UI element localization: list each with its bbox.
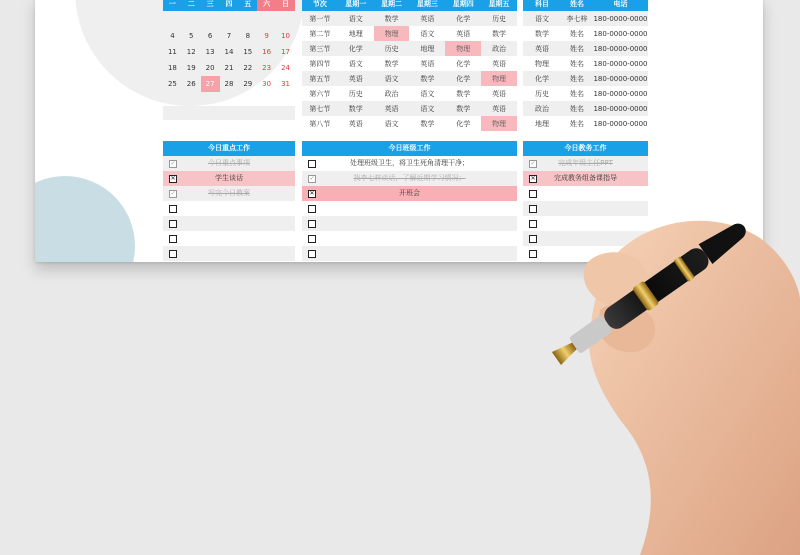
contact-phone[interactable]: 180-0000-0000 bbox=[593, 41, 648, 56]
timetable-cell[interactable]: 数学 bbox=[338, 101, 374, 116]
contacts-header: 科目 bbox=[523, 0, 561, 11]
calendar-day[interactable]: 24 bbox=[281, 64, 290, 72]
calendar-day[interactable]: 12 bbox=[186, 48, 196, 56]
contact-subject: 地理 bbox=[535, 119, 549, 128]
calendar-day[interactable]: 20 bbox=[205, 64, 215, 72]
contact-name[interactable]: 姓名 bbox=[570, 29, 584, 38]
contact-name[interactable]: 姓名 bbox=[561, 101, 593, 116]
calendar-day[interactable] bbox=[238, 11, 257, 28]
timetable-cell[interactable]: 语文 bbox=[409, 101, 445, 116]
calendar-day[interactable] bbox=[220, 11, 239, 28]
checkbox-icon[interactable] bbox=[308, 220, 316, 228]
contact-phone[interactable]: 180-0000-0000 bbox=[593, 11, 648, 26]
calendar-day[interactable] bbox=[257, 11, 276, 28]
checkbox-icon[interactable] bbox=[529, 190, 537, 198]
checkbox-icon[interactable] bbox=[169, 205, 177, 213]
period-label: 第五节 bbox=[302, 71, 338, 86]
task-row[interactable] bbox=[302, 156, 517, 171]
contact-subject: 英语 bbox=[523, 41, 561, 56]
period-label: 第七节 bbox=[302, 101, 338, 116]
calendar-day[interactable]: 7 bbox=[226, 32, 232, 40]
calendar-day[interactable]: 19 bbox=[186, 64, 196, 72]
task-text: 学生谈话 bbox=[215, 174, 243, 182]
period-label: 第二节 bbox=[309, 29, 331, 38]
timetable-cell[interactable]: 化学 bbox=[445, 71, 481, 86]
calendar-day[interactable] bbox=[201, 11, 220, 28]
contact-phone[interactable]: 180-0000-0000 bbox=[593, 89, 648, 98]
class-work-title: 今日班级工作 bbox=[302, 141, 517, 156]
timetable-cell[interactable]: 历史 bbox=[481, 11, 517, 26]
calendar-day[interactable]: 17 bbox=[281, 48, 290, 56]
timetable-cell[interactable]: 数学 bbox=[374, 11, 410, 26]
calendar-day[interactable]: 5 bbox=[189, 32, 194, 40]
weekday-header: 二 bbox=[182, 0, 201, 11]
timetable-cell[interactable]: 历史 bbox=[374, 41, 410, 56]
checkbox-icon[interactable] bbox=[529, 235, 537, 243]
task-row[interactable] bbox=[163, 156, 295, 171]
calendar-day[interactable]: 14 bbox=[224, 48, 234, 56]
timetable-cell[interactable]: 英语 bbox=[492, 59, 507, 68]
timetable-cell[interactable]: 政治 bbox=[481, 41, 517, 56]
task-text: 找李七梓谈话，了解近期学习情况； bbox=[353, 174, 466, 182]
contact-phone[interactable]: 180-0000-0000 bbox=[593, 59, 648, 68]
checkbox-icon[interactable] bbox=[529, 250, 537, 258]
contact-name[interactable]: 姓名 bbox=[570, 119, 584, 128]
timetable-cell[interactable]: 化学 bbox=[456, 59, 471, 68]
calendar-day[interactable]: 18 bbox=[167, 64, 177, 72]
calendar-day[interactable]: 10 bbox=[281, 32, 290, 40]
timetable-cell-highlight[interactable]: 物理 bbox=[374, 26, 410, 41]
timetable-cell[interactable]: 英语 bbox=[374, 101, 410, 116]
contacts-panel bbox=[523, 0, 648, 131]
timetable-cell-highlight[interactable]: 物理 bbox=[445, 41, 481, 56]
task-row[interactable] bbox=[523, 171, 648, 186]
calendar-day[interactable]: 22 bbox=[243, 64, 253, 72]
task-row[interactable] bbox=[523, 156, 648, 171]
hand-shape bbox=[589, 221, 800, 555]
timetable-cell[interactable]: 英语 bbox=[456, 29, 471, 38]
task-row[interactable] bbox=[163, 231, 295, 246]
contact-subject: 语文 bbox=[523, 11, 561, 26]
contact-phone[interactable]: 180-0000-0000 bbox=[593, 101, 648, 116]
checkbox-icon[interactable] bbox=[169, 220, 177, 228]
task-text: 开班会 bbox=[399, 189, 420, 197]
timetable-cell[interactable]: 数学 bbox=[492, 29, 507, 38]
timetable-cell[interactable]: 语文 bbox=[420, 29, 435, 38]
task-row[interactable] bbox=[163, 246, 295, 261]
weekday-header: 一 bbox=[163, 0, 182, 11]
period-label: 第八节 bbox=[309, 119, 331, 128]
task-row[interactable] bbox=[523, 201, 648, 216]
calendar-day[interactable]: 26 bbox=[186, 80, 196, 88]
timetable-cell[interactable]: 化学 bbox=[456, 119, 471, 128]
key-work-title: 今日重点工作 bbox=[163, 141, 295, 156]
calendar-day[interactable]: 6 bbox=[207, 32, 213, 40]
timetable-header: 星期四 bbox=[445, 0, 481, 11]
contact-name[interactable]: 李七梓 bbox=[561, 11, 593, 26]
contact-phone[interactable]: 180-0000-0000 bbox=[593, 29, 648, 38]
timetable-cell[interactable]: 历史 bbox=[348, 89, 363, 98]
contacts-header: 姓名 bbox=[561, 0, 593, 11]
timetable-cell[interactable]: 语文 bbox=[384, 119, 399, 128]
timetable-cell[interactable]: 英语 bbox=[481, 101, 517, 116]
timetable-cell[interactable]: 英语 bbox=[338, 71, 374, 86]
contact-subject: 化学 bbox=[523, 71, 561, 86]
calendar-day[interactable]: 8 bbox=[245, 32, 251, 40]
calendar-day[interactable]: 13 bbox=[205, 48, 215, 56]
timetable-table bbox=[302, 0, 517, 131]
calendar-day[interactable]: 21 bbox=[224, 64, 234, 72]
period-label: 第三节 bbox=[302, 41, 338, 56]
timetable-cell-highlight[interactable]: 物理 bbox=[481, 71, 517, 86]
contact-phone[interactable]: 180-0000-0000 bbox=[593, 71, 648, 86]
contact-name[interactable]: 姓名 bbox=[570, 59, 584, 68]
contacts-header: 电话 bbox=[593, 0, 648, 11]
contact-name[interactable]: 姓名 bbox=[561, 71, 593, 86]
task-row[interactable] bbox=[302, 201, 517, 216]
checkbox-icon[interactable] bbox=[308, 235, 316, 243]
class-work-panel bbox=[302, 141, 517, 261]
teaching-work-title: 今日教务工作 bbox=[523, 141, 648, 156]
crossed-checkbox-icon[interactable]: ✕ bbox=[530, 175, 536, 182]
teaching-work-panel bbox=[523, 141, 648, 261]
timetable-cell[interactable]: 英语 bbox=[420, 59, 435, 68]
contact-subject: 政治 bbox=[523, 101, 561, 116]
contact-name[interactable]: 姓名 bbox=[570, 89, 584, 98]
timetable-header: 星期五 bbox=[481, 0, 517, 11]
checkbox-icon[interactable] bbox=[529, 205, 537, 213]
timetable-cell[interactable]: 数学 bbox=[445, 101, 481, 116]
task-row[interactable] bbox=[302, 246, 517, 261]
calendar-day[interactable]: 23 bbox=[262, 64, 272, 72]
task-text: 今日重点事项 bbox=[208, 159, 250, 167]
checked-checkbox-icon[interactable]: ✓ bbox=[530, 160, 536, 167]
timetable-cell[interactable]: 英语 bbox=[348, 119, 363, 128]
task-row[interactable] bbox=[302, 171, 517, 186]
calendar-panel bbox=[163, 0, 295, 120]
task-text: 完成教务组备课指导 bbox=[554, 174, 617, 182]
contact-subject: 物理 bbox=[535, 59, 549, 68]
calendar-day[interactable]: 11 bbox=[167, 48, 177, 56]
timetable-cell[interactable]: 语文 bbox=[420, 89, 435, 98]
timetable-cell[interactable]: 数学 bbox=[456, 89, 471, 98]
contacts-table bbox=[523, 0, 648, 131]
calendar-day[interactable]: 30 bbox=[262, 80, 272, 88]
task-row[interactable] bbox=[523, 216, 648, 231]
contact-subject: 历史 bbox=[535, 89, 549, 98]
checked-checkbox-icon[interactable]: ✓ bbox=[170, 190, 176, 197]
task-row[interactable] bbox=[302, 186, 517, 201]
timetable-cell[interactable]: 英语 bbox=[409, 11, 445, 26]
timetable-cell[interactable]: 化学 bbox=[445, 11, 481, 26]
checkbox-icon[interactable] bbox=[308, 250, 316, 258]
task-row[interactable] bbox=[163, 216, 295, 231]
contact-phone[interactable]: 180-0000-0000 bbox=[593, 119, 648, 128]
decorative-circle-bottom bbox=[35, 176, 135, 262]
calendar-day[interactable] bbox=[276, 11, 295, 28]
crossed-checkbox-icon[interactable]: ✕ bbox=[170, 175, 176, 182]
checkbox-icon[interactable] bbox=[529, 220, 537, 228]
task-text: 写完今日教案 bbox=[208, 189, 250, 197]
contact-subject: 数学 bbox=[535, 29, 549, 38]
checkbox-icon[interactable] bbox=[169, 250, 177, 258]
task-row[interactable] bbox=[302, 231, 517, 246]
timetable-cell[interactable]: 政治 bbox=[384, 89, 399, 98]
timetable-header: 星期三 bbox=[409, 0, 445, 11]
weekday-header: 四 bbox=[220, 0, 239, 11]
timetable-cell[interactable]: 数学 bbox=[420, 119, 435, 128]
weekday-header: 五 bbox=[238, 0, 257, 11]
calendar-day[interactable] bbox=[182, 11, 201, 28]
timetable-panel bbox=[302, 0, 517, 131]
task-text: 处理班级卫生，将卫生死角清理干净； bbox=[350, 159, 469, 167]
timetable-cell[interactable]: 数学 bbox=[384, 59, 399, 68]
crossed-checkbox-icon[interactable]: ✕ bbox=[309, 190, 315, 197]
checkbox-icon[interactable] bbox=[169, 235, 177, 243]
timetable-header: 星期一 bbox=[338, 0, 374, 11]
period-label: 第四节 bbox=[309, 59, 331, 68]
timetable-cell[interactable]: 地理 bbox=[409, 41, 445, 56]
timetable-header: 节次 bbox=[302, 0, 338, 11]
weekday-header: 六 bbox=[257, 0, 276, 11]
timetable-cell[interactable]: 英语 bbox=[492, 89, 507, 98]
calendar-day[interactable]: 31 bbox=[281, 80, 290, 88]
period-label: 第一节 bbox=[302, 11, 338, 26]
task-row[interactable] bbox=[523, 246, 648, 261]
calendar-day[interactable]: 28 bbox=[224, 80, 234, 88]
period-label: 第六节 bbox=[309, 89, 331, 98]
weekday-header: 三 bbox=[201, 0, 220, 11]
weekday-header: 日 bbox=[276, 0, 295, 11]
task-row[interactable] bbox=[523, 231, 648, 246]
calendar-day[interactable] bbox=[163, 11, 182, 28]
timetable-cell[interactable]: 数学 bbox=[409, 71, 445, 86]
calendar-day[interactable]: 9 bbox=[264, 32, 269, 40]
checkbox-icon[interactable] bbox=[308, 205, 316, 213]
calendar-day-today[interactable]: 27 bbox=[201, 76, 220, 92]
checked-checkbox-icon[interactable]: ✓ bbox=[309, 175, 315, 182]
timetable-cell[interactable]: 语文 bbox=[374, 71, 410, 86]
calendar-day[interactable]: 16 bbox=[262, 48, 272, 56]
blank-row bbox=[163, 106, 295, 120]
timetable-cell[interactable]: 语文 bbox=[348, 59, 363, 68]
spreadsheet-page bbox=[35, 0, 763, 262]
task-text: 完成年级主任PPT bbox=[558, 159, 613, 167]
task-row[interactable] bbox=[302, 216, 517, 231]
key-work-panel bbox=[163, 141, 295, 261]
timetable-cell-highlight[interactable]: 物理 bbox=[481, 116, 517, 131]
timetable-cell[interactable]: 语文 bbox=[338, 11, 374, 26]
task-row[interactable] bbox=[523, 186, 648, 201]
task-row[interactable] bbox=[163, 186, 295, 201]
calendar-day[interactable]: 15 bbox=[243, 48, 253, 56]
task-row[interactable] bbox=[163, 201, 295, 216]
calendar-day[interactable]: 4 bbox=[170, 32, 175, 40]
task-row[interactable] bbox=[163, 171, 295, 186]
timetable-cell[interactable]: 地理 bbox=[348, 29, 363, 38]
checked-checkbox-icon[interactable]: ✓ bbox=[170, 160, 176, 167]
finger-shape bbox=[598, 303, 655, 352]
timetable-header: 星期二 bbox=[374, 0, 410, 11]
calendar-table bbox=[163, 0, 295, 92]
calendar-day[interactable]: 25 bbox=[167, 80, 177, 88]
timetable-cell[interactable]: 化学 bbox=[338, 41, 374, 56]
calendar-day[interactable]: 29 bbox=[243, 80, 253, 88]
contact-name[interactable]: 姓名 bbox=[561, 41, 593, 56]
